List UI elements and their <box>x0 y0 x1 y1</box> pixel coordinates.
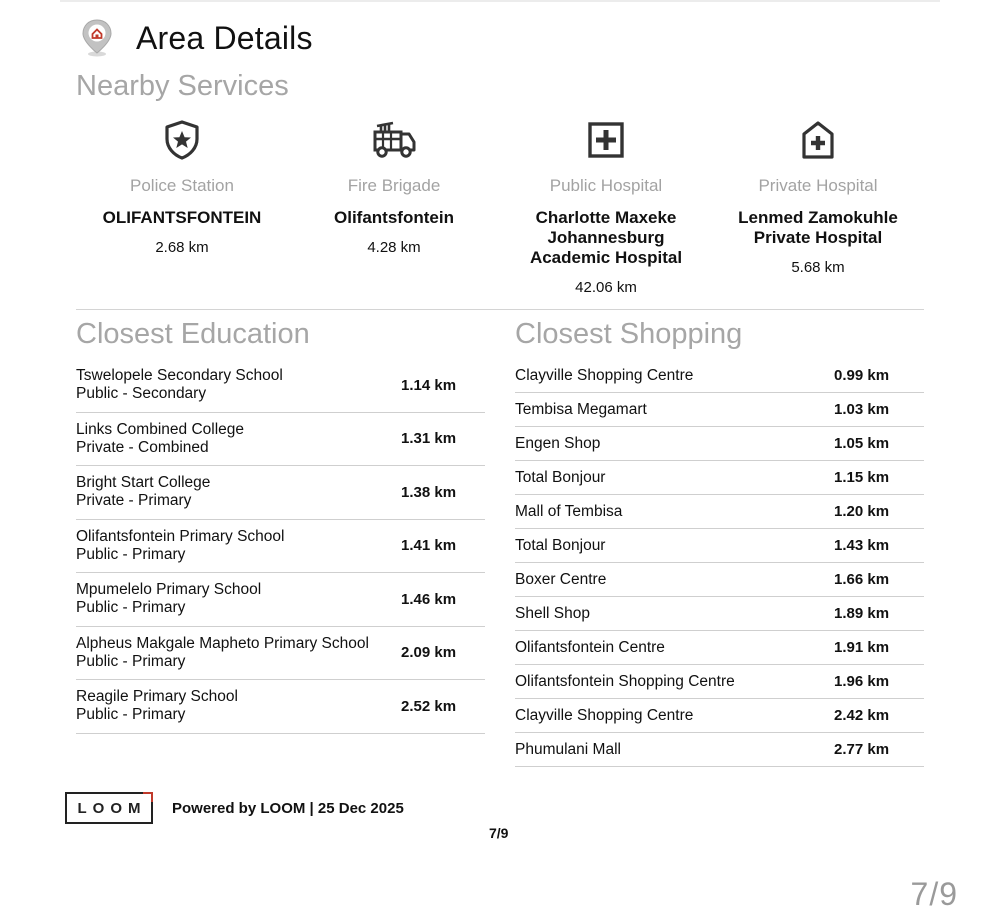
service-police <box>76 118 288 296</box>
service-fire-brigade <box>288 118 500 296</box>
service-name: Lenmed Zamokuhle Private Hospital <box>738 208 898 247</box>
school-name: Reagile Primary School <box>76 688 238 706</box>
school-distance: 2.52 km <box>401 697 457 715</box>
closest-shopping-title: Closest Shopping <box>515 318 743 350</box>
school-type: Public - Primary <box>76 652 186 670</box>
school-name: Mpumelelo Primary School <box>76 581 262 599</box>
school-type: Public - Primary <box>76 599 186 617</box>
service-type: Private Hospital <box>758 176 878 195</box>
loom-logo-text: LOOM <box>77 799 147 817</box>
shopping-row <box>515 529 924 563</box>
closest-education-title: Closest Education <box>76 318 310 350</box>
service-distance: 2.68 km <box>155 239 209 256</box>
shop-name: Tembisa Megamart <box>515 400 647 418</box>
education-row <box>76 466 485 520</box>
school-distance: 2.09 km <box>401 644 457 662</box>
shopping-row <box>515 699 924 733</box>
school-info <box>76 688 238 724</box>
shop-distance: 1.05 km <box>834 435 890 452</box>
service-type: Police Station <box>130 176 234 195</box>
shop-name: Total Bonjour <box>515 468 606 486</box>
service-public-hospital <box>500 118 712 296</box>
shop-name: Boxer Centre <box>515 570 607 588</box>
school-type: Private - Primary <box>76 492 192 510</box>
school-name: Links Combined College <box>76 420 245 438</box>
page-number-large: 7/9 <box>910 876 958 906</box>
shop-name: Clayville Shopping Centre <box>515 366 694 384</box>
shopping-row <box>515 597 924 631</box>
school-name: Bright Start College <box>76 474 211 492</box>
hospital-building-icon <box>794 118 842 162</box>
police-shield-icon <box>158 118 206 162</box>
shop-name: Engen Shop <box>515 434 601 452</box>
shop-distance: 1.43 km <box>834 537 890 554</box>
school-distance: 1.38 km <box>401 483 457 501</box>
school-type: Public - Primary <box>76 706 186 724</box>
shop-name: Olifantsfontein Shopping Centre <box>515 672 735 690</box>
service-name: Charlotte Maxeke Johannesburg Academic Hospital <box>529 208 683 267</box>
shop-distance: 1.96 km <box>834 673 890 690</box>
school-info <box>76 528 284 564</box>
school-distance: 1.31 km <box>401 430 457 448</box>
shop-distance: 1.15 km <box>834 469 890 486</box>
shopping-row <box>515 665 924 699</box>
school-distance: 1.46 km <box>401 590 457 608</box>
education-row <box>76 359 485 413</box>
school-info <box>76 367 283 403</box>
education-list <box>76 359 485 734</box>
shop-distance: 1.66 km <box>834 571 890 588</box>
school-distance: 1.14 km <box>401 376 457 394</box>
shop-distance: 0.99 km <box>834 367 890 384</box>
shopping-row <box>515 461 924 495</box>
shopping-row <box>515 563 924 597</box>
service-type: Public Hospital <box>549 176 663 195</box>
education-row <box>76 680 485 734</box>
service-distance: 42.06 km <box>575 279 637 296</box>
page-footer <box>65 792 404 824</box>
service-private-hospital <box>712 118 924 296</box>
school-type: Private - Combined <box>76 438 209 456</box>
location-pin-icon <box>80 18 114 58</box>
shopping-row <box>515 631 924 665</box>
shopping-row <box>515 393 924 427</box>
service-distance: 5.68 km <box>791 259 845 276</box>
shop-name: Clayville Shopping Centre <box>515 706 694 724</box>
education-row <box>76 573 485 627</box>
shop-distance: 1.03 km <box>834 401 890 418</box>
shop-name: Mall of Tembisa <box>515 502 623 520</box>
service-type: Fire Brigade <box>347 176 441 195</box>
medical-cross-icon <box>582 118 630 162</box>
shopping-row <box>515 495 924 529</box>
school-info <box>76 635 369 671</box>
loom-logo <box>65 792 153 824</box>
shop-name: Total Bonjour <box>515 536 606 554</box>
nearby-services <box>76 118 924 296</box>
shopping-list <box>515 359 924 767</box>
school-info <box>76 581 261 617</box>
page-header <box>80 18 313 58</box>
service-name: Olifantsfontein <box>334 208 454 227</box>
school-info <box>76 421 244 457</box>
shopping-row <box>515 733 924 767</box>
logo-corner-accent <box>143 792 153 802</box>
shop-distance: 1.20 km <box>834 503 890 520</box>
shop-distance: 1.89 km <box>834 605 890 622</box>
school-name: Alpheus Makgale Mapheto Primary School <box>76 634 369 652</box>
shop-distance: 2.42 km <box>834 707 890 724</box>
service-name: OLIFANTSFONTEIN <box>102 208 262 227</box>
education-row <box>76 520 485 574</box>
school-name: Tswelopele Secondary School <box>76 367 283 385</box>
shop-name: Shell Shop <box>515 604 590 622</box>
page-title: Area Details <box>136 19 313 56</box>
school-type: Public - Secondary <box>76 385 207 403</box>
service-distance: 4.28 km <box>367 239 421 256</box>
top-divider <box>60 0 940 2</box>
shop-name: Phumulani Mall <box>515 740 621 758</box>
page-number: 7/9 <box>489 825 509 841</box>
shopping-row <box>515 427 924 461</box>
school-distance: 1.41 km <box>401 537 457 555</box>
fire-truck-icon <box>370 118 418 162</box>
shopping-row <box>515 359 924 393</box>
section-divider <box>76 309 924 310</box>
shop-name: Olifantsfontein Centre <box>515 638 665 656</box>
school-name: Olifantsfontein Primary School <box>76 527 285 545</box>
shop-distance: 2.77 km <box>834 741 890 758</box>
nearby-services-title: Nearby Services <box>76 70 289 102</box>
education-row <box>76 413 485 467</box>
powered-by-text: Powered by LOOM | 25 Dec 2025 <box>172 799 404 817</box>
school-info <box>76 474 210 510</box>
shop-distance: 1.91 km <box>834 639 890 656</box>
education-row <box>76 627 485 681</box>
school-type: Public - Primary <box>76 545 186 563</box>
